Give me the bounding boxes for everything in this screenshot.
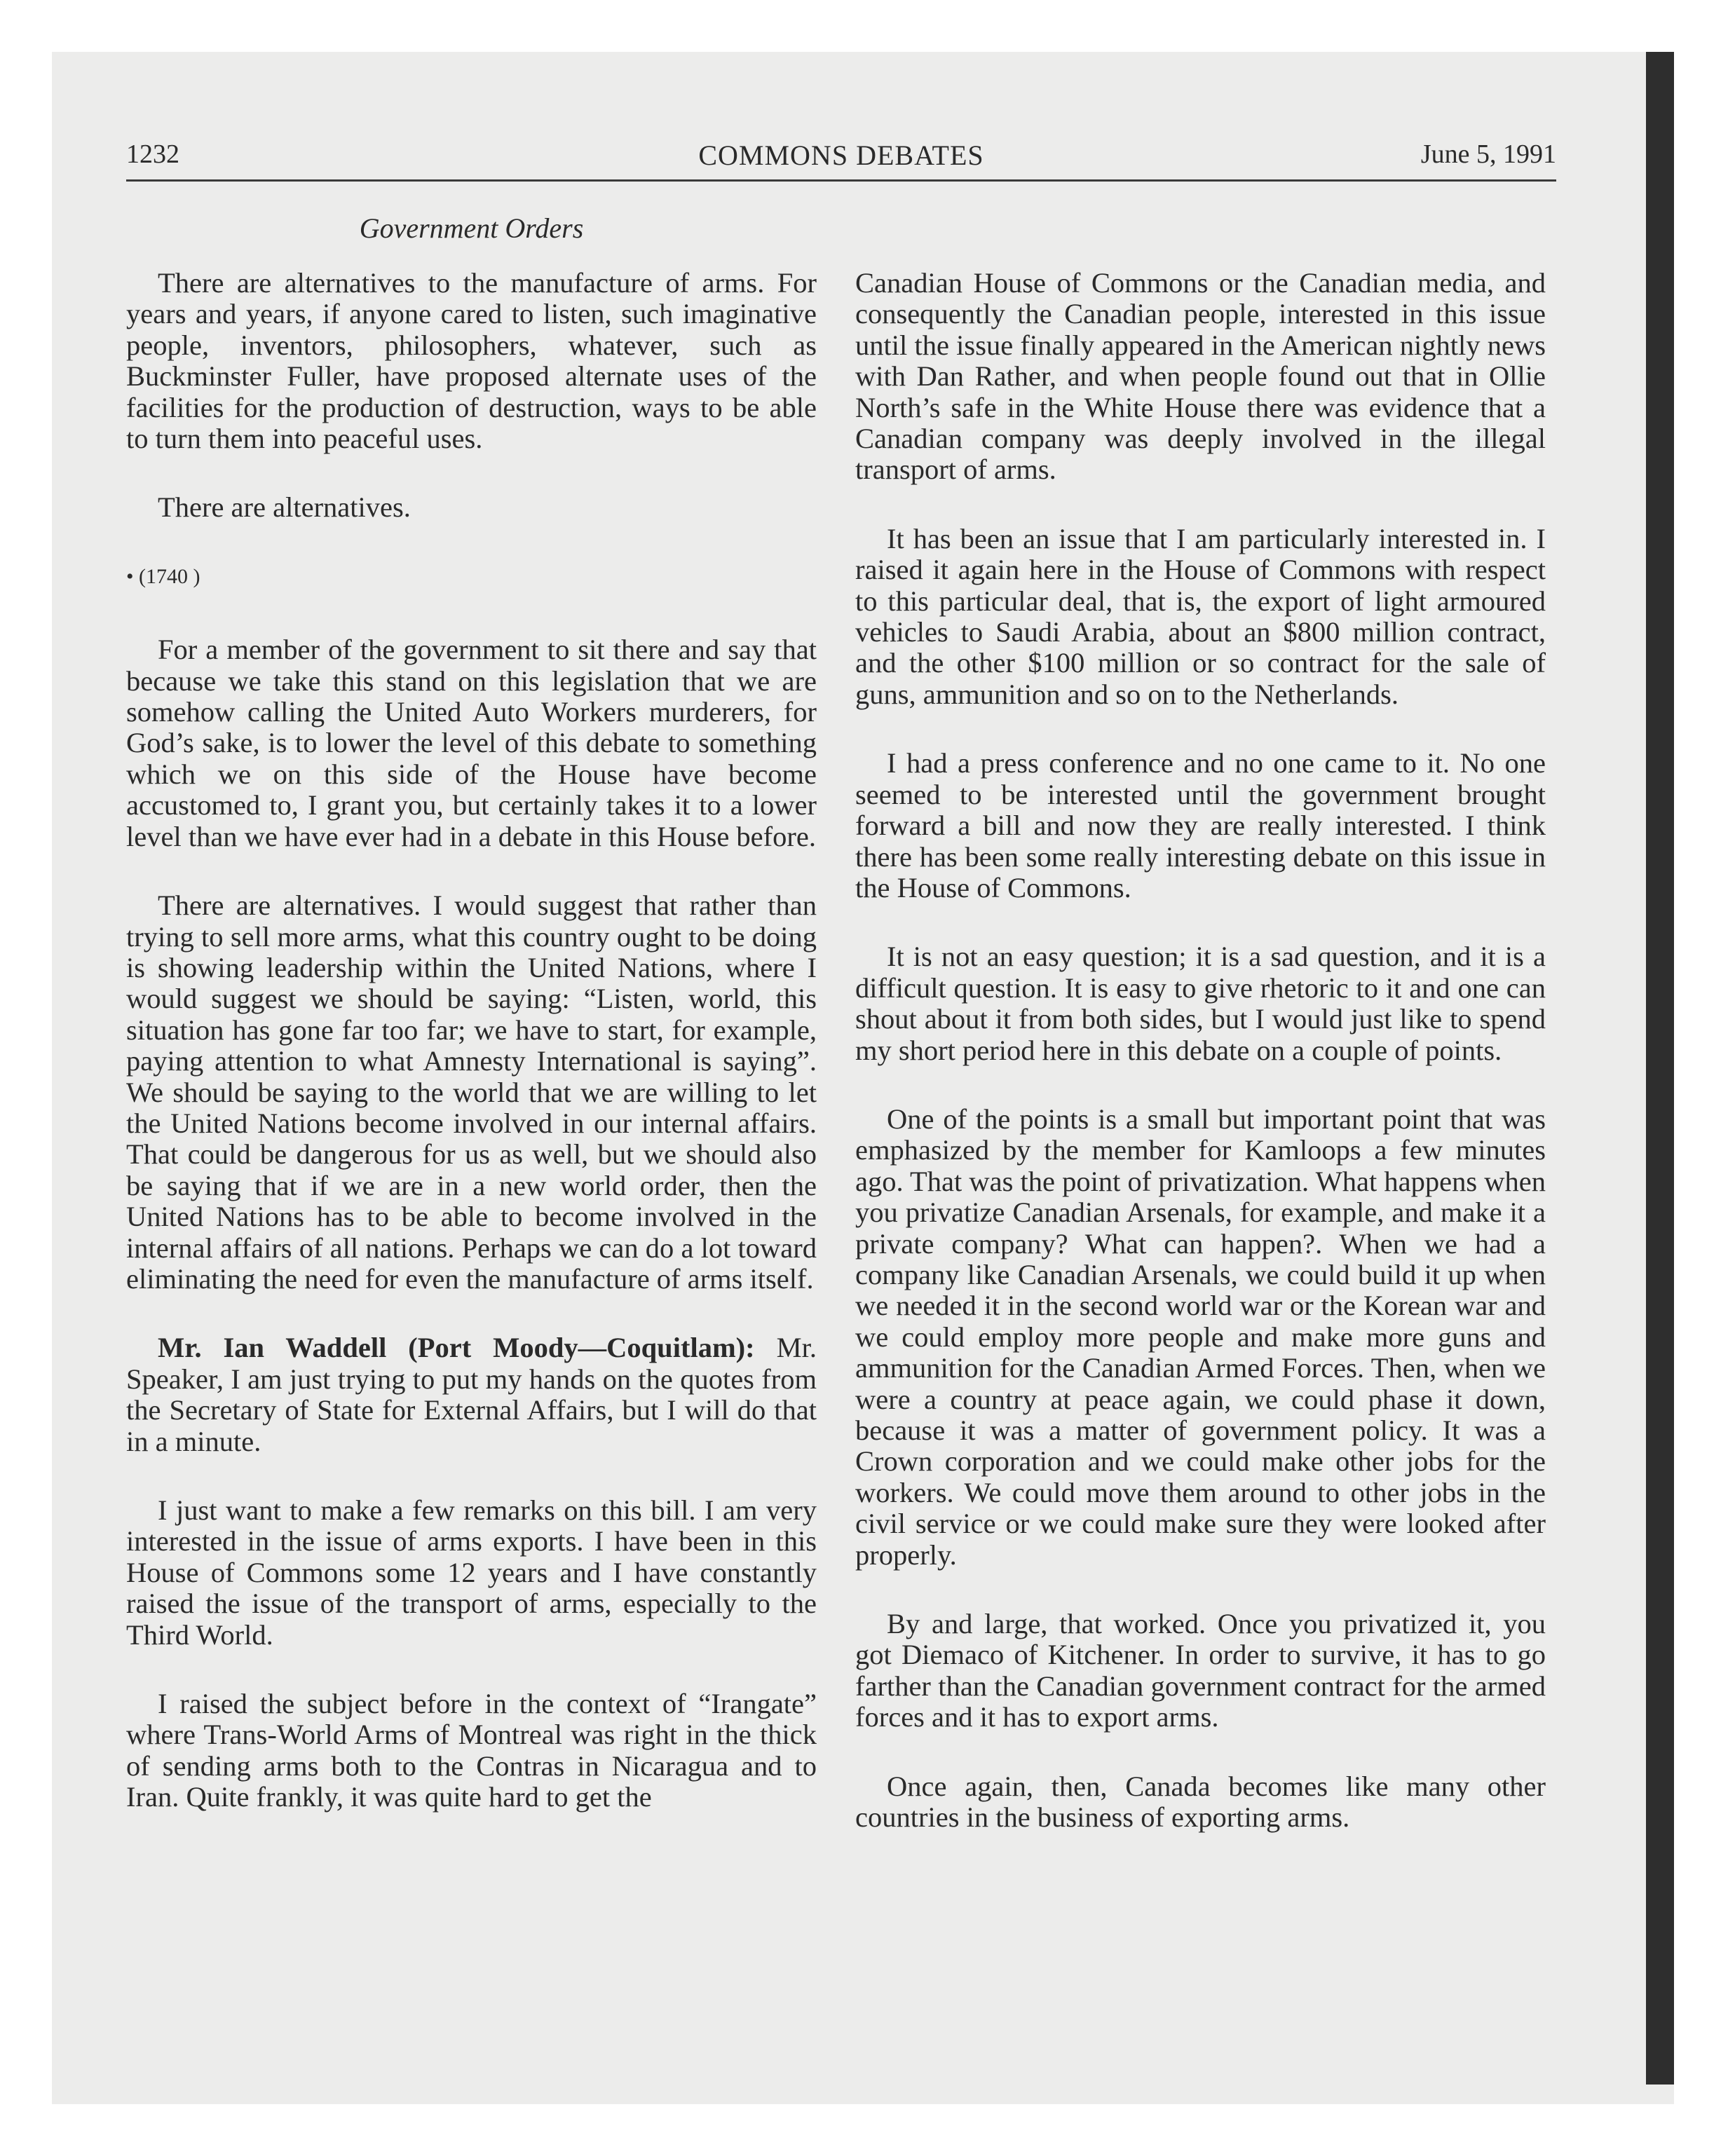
page-header [126, 139, 1556, 181]
section-title: Government Orders [359, 212, 584, 244]
paragraph: Once again, then, Canada becomes like many other countries in the business of exporting arms. [855, 1770, 1546, 1834]
paragraph: There are alternatives. [158, 491, 411, 524]
scan-edge-shadow [1646, 52, 1674, 2085]
paragraph: There are alternatives. I would suggest that rather than trying to sell more arms, what this country ought to be doing is showing leadership within the United Nations, where I would suggest we should be saying: “Listen, world, this situation has gone far too far; we have to start, for example, paying attention to what Amnesty International is saying”. We should be saying to the world that we are willing to let the United Nations become involved in our internal affairs. That could be dangerous for us as well, but we should also be saying that if we are in a new world order, then the United Nations has to be able to become involved in the internal affairs of all nations. Perhaps we can do a lot toward eliminating the need for even the manufacture of arms itself. [126, 889, 817, 1295]
paragraph: It is not an easy question; it is a sad question, and it is a difficult question. It is easy to give rhetoric to it and one can shout about it from both sides, but I would just like to spend my short period here in this debate on a couple of points. [855, 941, 1546, 1066]
paragraph: One of the points is a small but important point that was emphasized by the member for Kamloops a few minutes ago. That was the point of privatization. What happens when you privatize Canadian Arsenals, for example, and make it a private company? What can happen?. When we had a company like Canadian Arsenals, we could build it up when we needed it in the second world war or the Korean war and we could employ more people and make more guns and ammunition for the Canadian Armed Forces. Then, when we were a country at peace again, we could phase it down, because it was a matter of government policy. It was a Crown corporation and we could make other jobs for the workers. We could move them around to other jobs in the civil service or we could make sure they were looked after properly. [855, 1103, 1546, 1571]
publication-date: June 5, 1991 [1420, 139, 1556, 169]
time-marker: • (1740 ) [126, 564, 200, 588]
speaker-name: Mr. Ian Waddell (Port Moody—Coquitlam): [158, 1332, 755, 1364]
right-column [855, 268, 1546, 1871]
paragraph: I had a press conference and no one came to it. No one seemed to be interested until the government brought forward a bill and now they are really interested. I think there has been some really interesting debate on this issue in the House of Commons. [855, 747, 1546, 903]
paragraph-continued: Canadian House of Commons or the Canadian media, and consequently the Canadian people, interested in this issue until the issue finally appeared in the American nightly news with Dan Rather, and when people found out that in Ollie North’s safe in the White House there was evidence that a Canadian company was deeply involved in the illegal transport of arms. [855, 267, 1546, 486]
left-column [126, 268, 817, 1851]
paragraph: I raised the subject before in the context of “Irangate” where Trans-World Arms of Montreal was right in the thick of sending arms both to the Contras in Nicaragua and to Iran. Quite frankly, it was quite hard to get the [126, 1688, 817, 1813]
paragraph: For a member of the government to sit there and say that because we take this stand on this legislation that we are somehow calling the United Auto Workers murderers, for God’s sake, is to lower the level of this debate to something which we on this side of the House have become accustomed to, I grant you, but certainly takes it to a lower level than we have ever had in a debate in this House before. [126, 634, 817, 852]
paragraph: By and large, that worked. Once you privatized it, you got Diemaco of Kitchener. In order to survive, it has to go farther than the Canadian government contract for the armed forces and it has to export arms. [855, 1608, 1546, 1733]
paragraph: I just want to make a few remarks on this bill. I am very interested in the issue of arms exports. I have been in this House of Commons some 12 years and I have constantly raised the issue of the transport of arms, especially to the Third World. [126, 1494, 817, 1651]
paragraph: There are alternatives to the manufacture of arms. For years and years, if anyone cared to listen, such imaginative people, inventors, philosophers, whatever, such as Buckminster Fuller, have proposed alternate uses of the facilities for the production of destruction, ways to be able to turn them into peaceful uses. [126, 267, 817, 455]
paragraph: It has been an issue that I am particularly interested in. I raised it again here in the House of Commons with respect to this particular deal, that is, the export of light armoured vehicles to Saudi Arabia, about an $800 million contract, and the other $100 million or so contract for the sale of guns, ammunition and so on to the Netherlands. [855, 522, 1546, 710]
speaker-paragraph [126, 1332, 817, 1457]
header-rule [126, 179, 1556, 182]
speaker-text: Mr. Speaker, I am just trying to put my hands on the quotes from the Secretary of State for External Affairs, but I will do that in a minute. [126, 1332, 817, 1457]
publication-title: COMMONS DEBATES [698, 139, 984, 171]
page-number: 1232 [126, 139, 179, 169]
